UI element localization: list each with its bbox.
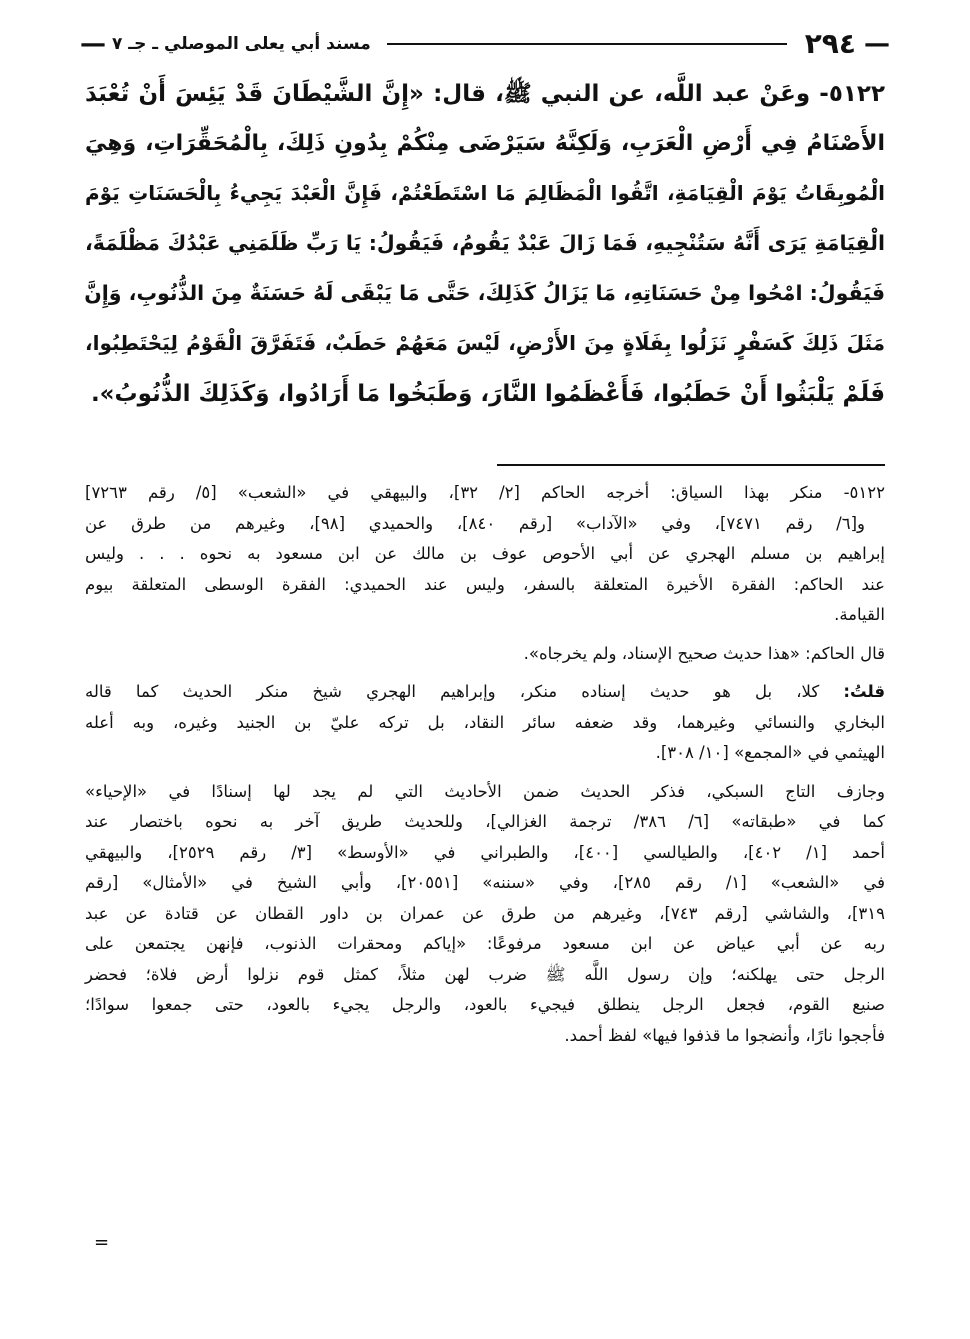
note-line: قال الحاكم: «هذا حديث صحيح الإسناد، ولم يخرجاه». — [523, 643, 885, 663]
note-text: كلا، بل هو حديث إسناده منكر، وإبراهيم الهجري شيخ منكر الحديث كما قاله — [85, 682, 820, 701]
hadith-line: فَلَمْ يَلْبَثُوا أَنْ حَطَبُوا، فَأَعْظَمُوا النَّارَ، وَطَبَخُوا مَا أَرَادُوا، وَكَذَلِكَ الذُّنُوبُ». — [90, 381, 885, 407]
note-line: و[٦/ رقم ٧٤٧١]، وفي «الآداب» [رقم ٨٤٠]، والحميدي [٩٨]، وغيرهم من طرق عن — [85, 513, 866, 533]
hadith-line: الْمُوبِقَاتُ يَوْمَ الْقِيَامَةِ، اتَّقُوا الْمَظَالِمَ مَا اسْتَطَعْتُمْ، فَإِنَّ الْعَبْدَ يَجِيءُ بِالْحَسَنَاتِ يَوْمَ — [85, 181, 885, 205]
hadith-line: الْقِيَامَةِ يَرَى أَنَّهُ سَتُنْجِيهِ، فَمَا زَالَ عَبْدٌ يَقُومُ، فَيَقُولُ: يَا رَبِّ ظَلَمَنِي عَبْدُكَ مَظْلَمَةً، — [85, 231, 885, 255]
note-line: ٥١٢٢- منكر بهذا السياق: أخرجه الحاكم [٢/ ٣٢]، والبيهقي في «الشعب» [٥/ رقم ٧٢٦٣] — [85, 483, 885, 502]
note-line: إبراهيم بن مسلم الهجري عن أبي الأحوص عوف بن مالك عن ابن مسعود به نحوه . . . وليس — [85, 544, 885, 563]
hadith-line: الأَصْنَامُ فِي أَرْضِ الْعَرَبِ، وَلَكِنَّهُ سَيَرْضَى مِنْكُمْ بِدُونِ ذَلِكَ، بِالْمُحَقِّرَاتِ، وَهِيَ — [85, 131, 885, 156]
hadith-text — [85, 80, 885, 430]
hadith-line: مَثَلَ ذَلِكَ كَسَفْرٍ نَزَلُوا بِفَلَاةٍ مِنَ الأَرْضِ، لَيْسَ مَعَهُمْ حَطَبٌ، فَتَفَرَّقَ الْقَوْمُ لِيَحْتَطِبُوا، — [85, 331, 885, 355]
note-line: وجازف التاج السبكي، فذكر الحديث ضمن الأحاديث التي لم يجد لها إسنادًا في «الإحياء» — [85, 781, 885, 801]
note-line: القيامة. — [834, 605, 885, 624]
hadith-line: فَيَقُولُ: امْحُوا مِنْ حَسَنَاتِهِ، مَا يَزَالُ كَذَلِكَ، حَتَّى مَا يَبْقَى لَهُ حَسَنَةٌ مِنَ الذُّنُوبِ، وَإِنَّ — [84, 281, 885, 305]
header-title-dash: — — [80, 29, 106, 59]
note-line: صنيع القوم، فجعل الرجل ينطلق فيجيء بالعود، والرجل يجيء بالعود، حتى جمعوا سوادًا؛ — [85, 995, 885, 1014]
page-number: ٢٩٤ — [804, 27, 856, 60]
note-line: أحمد [١/ ٤٠٢]، والطيالسي [٤٠٠]، والطبراني في «الأوسط» [٣/ رقم ٢٥٢٩]، والبيهقي — [85, 842, 885, 862]
header-rule — [387, 43, 787, 45]
note-line — [85, 681, 885, 712]
note-line: ربه عن أبي عياض عن ابن مسعود مرفوعًا: «إياكم ومحقرات الذنوب، فإنهن يجتمعن على — [85, 934, 885, 953]
note-line: ٣١٩]، والشاشي [رقم ٧٤٣]، وغيرهم من طرق عن عمران بن داور القطان عن قتادة عن عبد — [85, 903, 885, 923]
continuation-mark: = — [94, 1232, 110, 1253]
footnote-separator — [497, 464, 885, 466]
footnotes — [85, 482, 885, 1055]
header-dash: — — [864, 29, 890, 59]
note-line: عند الحاكم: الفقرة الأخيرة المتعلقة بالسفر، وليس عند الحميدي: الفقرة الوسطى المتعلقة بيوم — [85, 574, 885, 594]
note-line: في «الشعب» [١/ رقم ٢٨٥]، وفي «سننه» [٢٠٥٥١]، وأبي الشيخ في «الأمثال» [رقم — [85, 873, 885, 892]
page-header — [80, 26, 890, 62]
hadith-line: ٥١٢٢- وعَنْ عبد اللَّه، عن النبي ﷺ، قال: «إِنَّ الشَّيْطَانَ قَدْ يَئِسَ أَنْ تُعْبَدَ — [85, 81, 885, 107]
note-line: الهيثمي في «المجمع» [١٠/ ٣٠٨]. — [655, 743, 885, 762]
book-title: مسند أبي يعلى الموصلي ـ جـ ٧ — [112, 34, 371, 54]
note-line: البخاري والنسائي وغيرهما، وقد ضعفه سائر النقاد، بل تركه عليّ بن الجنيد وغيره، وبه أعله — [85, 712, 885, 732]
note-line: فأججوا نارًا، وأنضجوا ما قذفوا فيها» لفظ أحمد. — [564, 1025, 885, 1045]
note-line: الرجل حتى يهلكنه؛ وإن رسول اللَّه ﷺ ضرب لهن مثلاً، كمثل قوم نزلوا أرض فلاة؛ فحضر — [85, 964, 885, 984]
note-line: كما في «طبقاته» [٦/ ٣٨٦/ ترجمة الغزالي]، وللحديث طريق آخر به نحوه باختصار عند — [85, 812, 885, 831]
note-label: قلتُ: — [843, 682, 885, 701]
